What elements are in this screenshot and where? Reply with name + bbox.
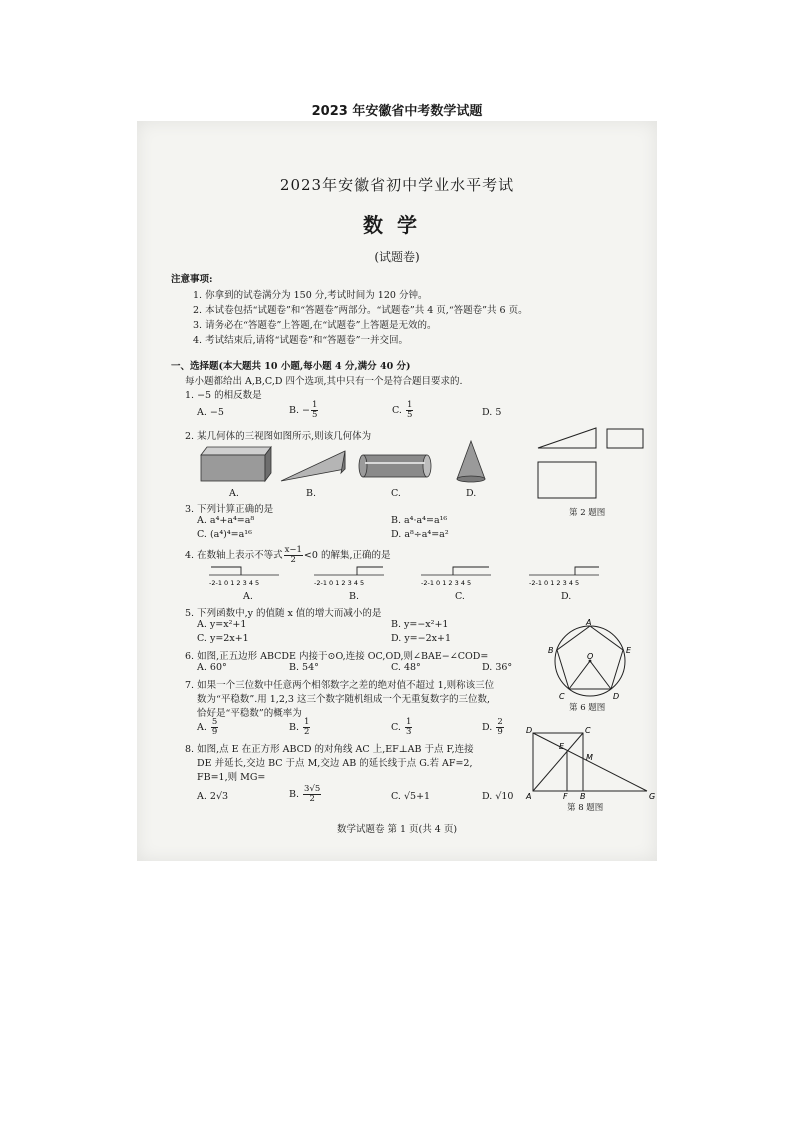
q8-option-d: D. √10: [482, 791, 514, 802]
svg-text:O: O: [587, 652, 594, 661]
question-8-line2: DE 并延长,交边 BC 于点 M,交边 AB 的延长线于点 G.若 AF=2,: [197, 758, 473, 769]
page-footer: 数学试题卷 第 1 页(共 4 页): [336, 824, 458, 835]
number-line-b: [314, 567, 384, 587]
q2-label-b: B.: [306, 488, 317, 499]
svg-text:D: D: [526, 726, 533, 735]
q8-option-b: B. $\frac{3√5}{2}$: [289, 784, 321, 804]
section-heading: 一、选择题(本大题共 10 小题,每小题 4 分,满分 40 分): [171, 361, 411, 372]
q1-option-a: A. −5: [197, 407, 224, 418]
svg-text:F: F: [563, 792, 568, 801]
page-title: 2023 年安徽省中考数学试题: [311, 104, 483, 119]
question-4-stem: 4. 在数轴上表示不等式 $\frac{x-1}{2}$ <0 的解集,正确的是: [185, 545, 391, 565]
q8-option-c: C. √5+1: [391, 791, 431, 802]
q8-square-figure: [525, 725, 657, 803]
q1-option-c: C. $\frac{1}{5}$: [392, 400, 413, 420]
note-item: 1. 你拿到的试卷满分为 150 分,考试时间为 120 分钟。: [193, 290, 428, 301]
q8-option-a: A. 2√3: [197, 791, 229, 802]
question-7-line1: 7. 如果一个三位数中任意两个相邻数字之差的绝对值不超过 1,则称该三位: [185, 680, 495, 691]
q2-solids-figure: [195, 439, 495, 489]
q6-pentagon-figure: [545, 619, 635, 703]
number-line-a: [209, 567, 279, 587]
svg-text:C: C: [559, 692, 565, 701]
svg-text:B: B: [580, 792, 586, 801]
q3-option-c: C. (a⁴)⁴=a¹⁶: [197, 529, 252, 540]
q5-option-a: A. y=x²+1: [197, 619, 247, 630]
note-item: 3. 请务必在“答题卷”上答题,在“试题卷”上答题是无效的。: [193, 320, 437, 331]
notes-heading: 注意事项:: [171, 274, 213, 285]
q4-label-a: A.: [243, 591, 253, 602]
q1-option-d: D. 5: [482, 407, 502, 418]
question-8-line3: FB=1,则 MG=: [197, 772, 266, 783]
q2-label-c: C.: [391, 488, 401, 499]
q7-option-d: D. $\frac{2}{9}$: [482, 717, 503, 737]
q4-label-d: D.: [561, 591, 572, 602]
q6-option-d: D. 36°: [482, 662, 513, 673]
question-6-stem: 6. 如图,正五边形 ABCDE 内接于⊙O,连接 OC,OD,则∠BAE−∠COD=: [185, 651, 489, 662]
q8-caption: 第 8 题图: [567, 803, 604, 813]
q7-option-a: A. $\frac{5}{9}$: [197, 717, 218, 737]
q6-option-b: B. 54°: [289, 662, 319, 673]
number-line-c: [421, 567, 491, 587]
q4-label-c: C.: [455, 591, 465, 602]
q3-option-b: B. a⁴·a⁴=a¹⁶: [391, 515, 448, 526]
svg-text:E: E: [626, 646, 632, 655]
svg-text:B: B: [548, 646, 554, 655]
svg-text:D: D: [613, 692, 620, 701]
q6-option-c: C. 48°: [391, 662, 421, 673]
q6-caption: 第 6 题图: [569, 703, 606, 713]
q1-option-b: B. − $\frac{1}{5}$: [289, 400, 318, 420]
section-instruction: 每小题都给出 A,B,C,D 四个选项,其中只有一个是符合题目要求的.: [185, 376, 463, 387]
q2-caption: 第 2 题图: [569, 508, 606, 518]
q3-option-a: A. a⁴+a⁴=a⁸: [197, 515, 255, 526]
svg-text:-2-1 0 1 2 3 4 5: -2-1 0 1 2 3 4 5: [421, 579, 472, 587]
q6-option-a: A. 60°: [197, 662, 227, 673]
q5-option-c: C. y=2x+1: [197, 633, 249, 644]
cylinder-shape: [359, 455, 431, 477]
cuboid-shape: [201, 447, 271, 481]
q4-number-lines-figure: [207, 565, 647, 589]
number-line-d: [529, 567, 599, 587]
question-2-stem: 2. 某几何体的三视图如图所示,则该几何体为: [185, 431, 372, 442]
note-item: 2. 本试卷包括“试题卷”和“答题卷”两部分。“试题卷”共 4 页,“答题卷”共 6 页。: [193, 305, 528, 316]
svg-text:-2-1 0 1 2 3 4 5: -2-1 0 1 2 3 4 5: [314, 579, 365, 587]
scanned-exam-page: [137, 121, 657, 861]
q7-option-c: C. $\frac{1}{3}$: [391, 717, 412, 737]
question-5-stem: 5. 下列函数中,y 的值随 x 值的增大而减小的是: [185, 608, 382, 619]
q2-three-views-figure: [535, 426, 650, 506]
q5-option-b: B. y=−x²+1: [391, 619, 449, 630]
svg-text:-2-1 0 1 2 3 4 5: -2-1 0 1 2 3 4 5: [209, 579, 260, 587]
svg-text:G: G: [649, 792, 656, 801]
q5-option-d: D. y=−2x+1: [391, 633, 452, 644]
exam-title: 2023年安徽省初中学业水平考试: [279, 176, 515, 194]
q2-label-d: D.: [466, 488, 477, 499]
svg-text:E: E: [559, 742, 565, 751]
question-7-line3: 恰好是“平稳数”的概率为: [197, 708, 302, 719]
svg-text:A: A: [526, 792, 532, 801]
q3-option-d: D. a⁸÷a⁴=a²: [391, 529, 449, 540]
svg-text:-2-1 0 1 2 3 4 5: -2-1 0 1 2 3 4 5: [529, 579, 580, 587]
subject-title: 数学: [363, 213, 431, 237]
q2-label-a: A.: [229, 488, 239, 499]
note-item: 4. 考试结束后,请将“试题卷”和“答题卷”一并交回。: [193, 335, 409, 346]
question-8-line1: 8. 如图,点 E 在正方形 ABCD 的对角线 AC 上,EF⊥AB 于点 F,连接: [185, 744, 474, 755]
question-1-stem: 1. −5 的相反数是: [185, 390, 262, 401]
wedge-shape: [281, 451, 345, 481]
svg-text:A: A: [586, 619, 592, 627]
question-7-line2: 数为“平稳数”.用 1,2,3 这三个数字随机组成一个无重复数字的三位数,: [197, 694, 490, 705]
paper-type: (试题卷): [374, 250, 420, 264]
cone-shape: [457, 441, 485, 482]
question-3-stem: 3. 下列计算正确的是: [185, 504, 274, 515]
q7-option-b: B. $\frac{1}{2}$: [289, 717, 310, 737]
svg-text:C: C: [585, 726, 591, 735]
q4-label-b: B.: [349, 591, 360, 602]
svg-text:M: M: [586, 753, 593, 762]
